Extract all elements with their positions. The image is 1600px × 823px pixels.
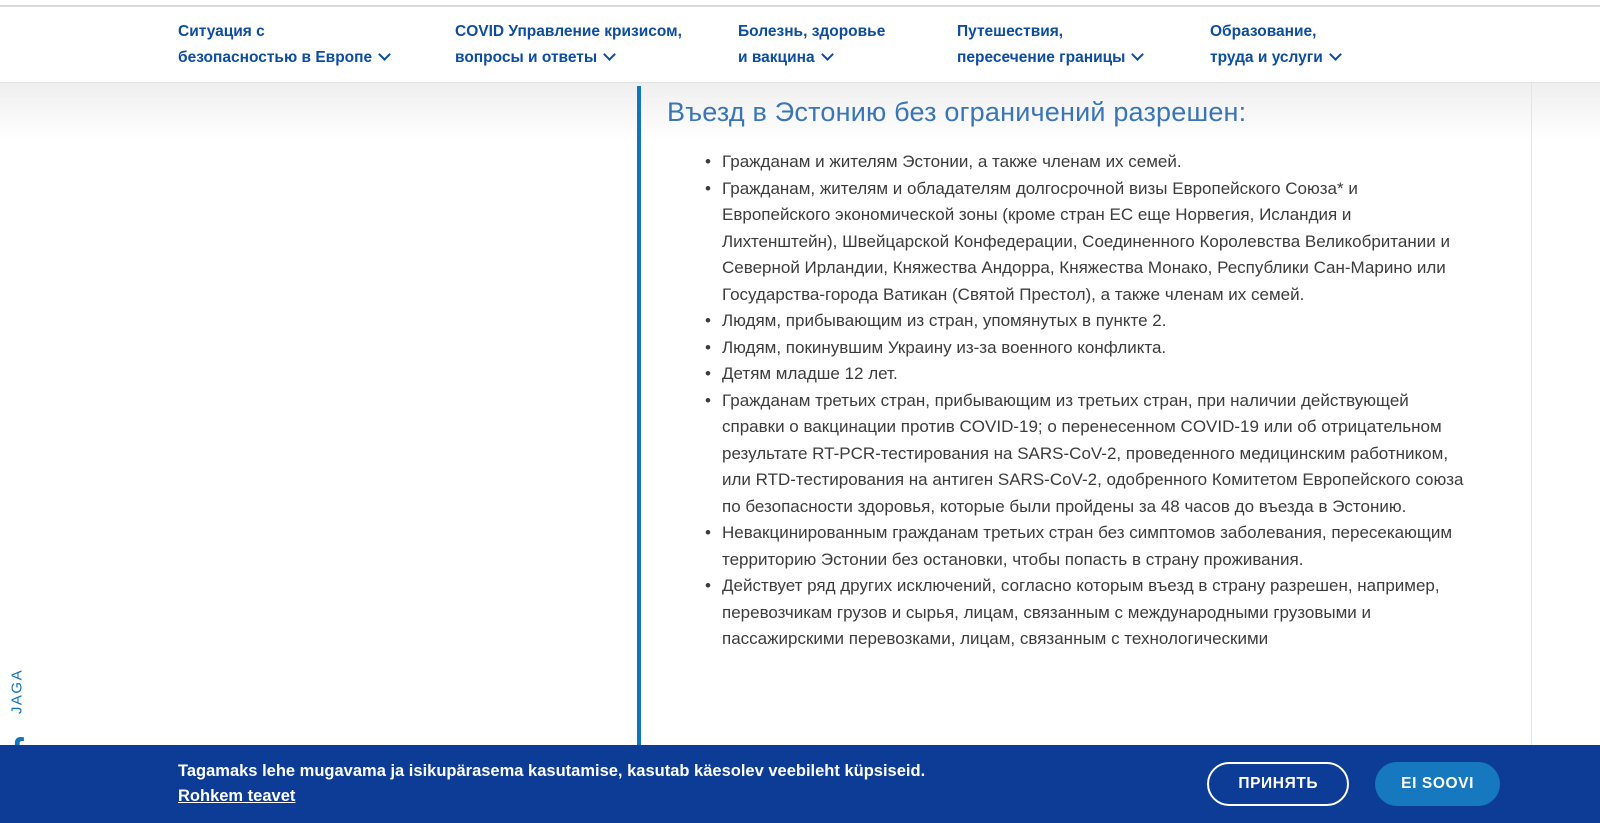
nav-item-disease-health-vaccine[interactable] xyxy=(738,19,885,71)
cookie-message-block xyxy=(178,759,925,809)
nav-item-label-line1: Образование, xyxy=(1210,23,1317,40)
list-item: • Гражданам и жителям Эстонии, а также членам их семей. xyxy=(722,149,1467,176)
nav-item-travel-border-crossing[interactable] xyxy=(957,19,1142,71)
list-item: • Гражданам третьих стран, прибывающим из третьих стран, при наличии действующей справки о вакцинации против COVID-19; о перенесенном COVID-19 или об отрицательном результате RT-PCR-тестирования на SARS-CoV-2, проведенного медицинским работником, или RTD-тестирования на антиген SARS-CoV-2, одобренного Комитетом Европейского союза по безопасности здоровья, которые были пройдены за 48 часов до въезда в Эстонию. xyxy=(722,388,1467,521)
nav-item-label-line1: Ситуация с xyxy=(178,23,265,40)
nav-item-education-work-services[interactable] xyxy=(1210,19,1340,71)
chevron-down-icon xyxy=(603,48,616,61)
cookie-message: Tagamaks lehe mugavama ja isikupärasema kasutamise, kasutab käesolev veebileht küpsiseid. xyxy=(178,762,926,780)
chevron-down-icon xyxy=(1329,48,1342,61)
chevron-down-icon xyxy=(378,48,391,61)
vertical-divider-line xyxy=(637,86,641,745)
nav-item-label-line2: и вакцина xyxy=(738,49,815,66)
main-navigation xyxy=(0,7,1600,82)
share-label: JAGA xyxy=(8,668,26,715)
list-item: • Людям, прибывающим из стран, упомянутых в пункте 2. xyxy=(722,308,1467,335)
chevron-down-icon xyxy=(821,48,834,61)
cookie-buttons xyxy=(1207,762,1500,806)
nav-item-label-line1: Болезнь, здоровье xyxy=(738,23,886,40)
nav-item-label-line2: пересечение границы xyxy=(957,49,1126,66)
page-title: Въезд в Эстонию без ограничений разрешен: xyxy=(667,97,1247,127)
list-item: • Гражданам, жителям и обладателям долгосрочной визы Европейского Союза* и Европейского экономической зоны (кроме стран ЕС еще Норвегия, Исландия и Лихтенштейн), Швейцарской Конфедерации, Соединенного Королевства Великобритании и Северной Ирландии, Княжества Андорра, Княжества Монако, Республики Сан-Марино или Государства-города Ватикан (Святой Престол), а также членам их семей. xyxy=(722,176,1467,309)
cookie-decline-button[interactable]: EI SOOVI xyxy=(1375,762,1500,806)
nav-item-label-line2: труда и услуги xyxy=(1210,49,1323,66)
nav-item-security-situation-europe[interactable] xyxy=(178,19,389,71)
content-right-border xyxy=(1531,83,1532,745)
list-item: • Невакцинированным гражданам третьих стран без симптомов заболевания, пересекающим территорию Эстонии без остановки, чтобы попасть в страну проживания. xyxy=(722,520,1467,573)
content-area xyxy=(0,82,1600,745)
entry-conditions-list xyxy=(665,149,1467,653)
nav-item-label-line2: безопасностью в Европе xyxy=(178,49,373,66)
cookie-accept-button[interactable]: ПРИНЯТЬ xyxy=(1207,762,1349,806)
chevron-down-icon xyxy=(1131,48,1144,61)
list-item: • Детям младше 12 лет. xyxy=(722,361,1467,388)
facebook-icon[interactable] xyxy=(10,735,25,745)
nav-item-covid-crisis-management[interactable] xyxy=(455,19,682,71)
cookie-consent-banner xyxy=(0,745,1600,823)
list-item: • Действует ряд других исключений, согласно которым въезд в страну разрешен, например, перевозчикам грузов и сырья, лицам, связанным с международными грузовыми и пассажирскими перевозками, лицам, связанным с технологическими xyxy=(722,573,1467,653)
nav-item-label-line1: COVID Управление кризисом, xyxy=(455,23,682,40)
article-section xyxy=(665,83,1485,653)
list-item: • Людям, покинувшим Украину из-за военного конфликта. xyxy=(722,335,1467,362)
cookie-more-info-link[interactable]: Rohkem teavet xyxy=(178,787,296,805)
nav-item-label-line2: вопросы и ответы xyxy=(455,49,598,66)
nav-item-label-line1: Путешествия, xyxy=(957,23,1064,40)
